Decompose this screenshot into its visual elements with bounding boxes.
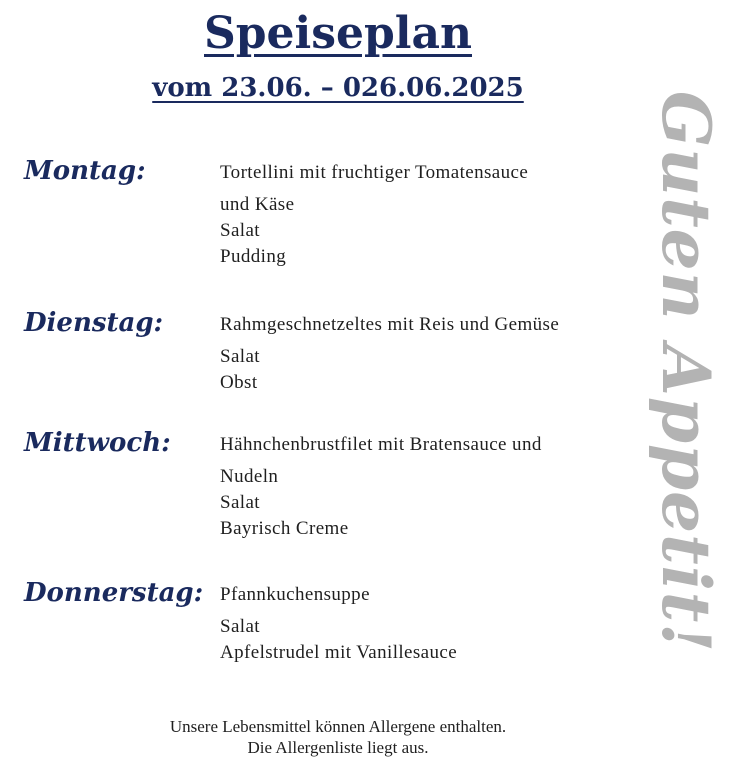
- menu-item: Rahmgeschnetzeltes mit Reis und Gemüse: [220, 314, 560, 335]
- menu-item: Salat: [220, 492, 260, 513]
- menu-item: Salat: [220, 346, 260, 367]
- menu-item: und Käse: [220, 194, 295, 215]
- menu-item: Apfelstrudel mit Vanillesauce: [220, 642, 458, 663]
- allergen-note-line-1: Unsere Lebensmittel können Allergene enthalten.: [169, 717, 507, 736]
- menu-item: Salat: [220, 220, 260, 241]
- menu-item: Tortellini mit fruchtiger Tomatensauce: [220, 162, 529, 183]
- menu-item: Pfannkuchensuppe: [220, 584, 370, 605]
- guten-appetit-vertical-text: Guten Appetit!: [647, 90, 725, 654]
- menu-donnerstag: [220, 584, 457, 666]
- day-label-dienstag: Dienstag:: [24, 308, 164, 338]
- day-label-montag: Montag:: [24, 156, 146, 186]
- menu-item: Salat: [220, 616, 260, 637]
- menu-item: Bayrisch Creme: [220, 518, 349, 539]
- allergen-note: [0, 716, 676, 758]
- page-title: Speiseplan: [204, 8, 472, 59]
- menu-montag: [220, 162, 528, 270]
- menu-dienstag: [220, 314, 559, 396]
- menu-mittwoch: [220, 434, 542, 542]
- menu-item: Pudding: [220, 246, 287, 267]
- day-label-donnerstag: Donnerstag:: [24, 578, 204, 608]
- menu-item: Nudeln: [220, 466, 279, 487]
- date-range: vom 23.06. – 026.06.2025: [152, 73, 524, 103]
- menu-item: Hähnchenbrustfilet mit Bratensauce und: [220, 434, 542, 455]
- day-label-mittwoch: Mittwoch:: [24, 428, 171, 458]
- allergen-note-line-2: Die Allergenliste liegt aus.: [247, 738, 429, 757]
- menu-item: Obst: [220, 372, 258, 393]
